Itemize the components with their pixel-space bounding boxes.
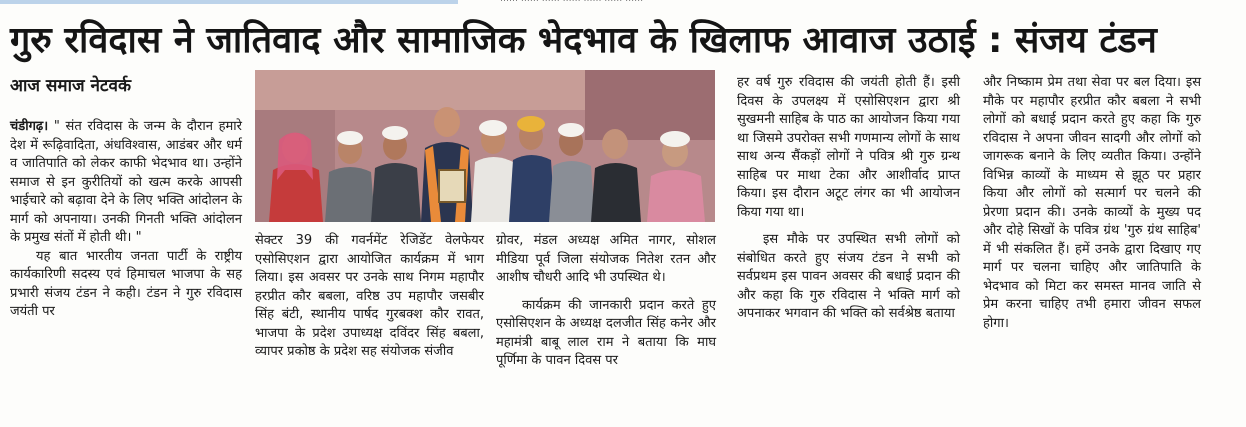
paragraph: और निष्काम प्रेम तथा सेवा पर बल दिया। इस मौके पर महापौर हरप्रीत कौर बबला ने सभी लोगों को बधाई प्रदान करते हुए कहा कि गुरु रविदास ने अपना जीवन सादगी और लोगों को जागरूक बनाने के लिए व्यतीत किया। उन्होंने विभिन्न काव्यों के माध्यम से झूठ पर प्रहार किया और लोगों को सत्मार्ग पर चलने की प्रेरणा प्रदान की। उनके काव्यों के मुख्य पद और दोहे सिखों के पवित्र ग्रंथ 'गुरु ग्रंथ साहिब' में भी संकलित हैं। हमें उनके द्वारा दिखाए गए मार्ग पर चलना चाहिए और जातिपाति के भेदभाव को मिटा कर समस्त मानव जाति से प्रेम करना चाहिए तभी हमारा जीवन सफल होगा। (983, 75, 1201, 331)
paragraph: सेक्टर 39 की गवर्नमेंट रेजिडेंट वेलफेयर एसोसिएशन द्वारा आयोजित कार्यक्रम में भाग लिया। इस अवसर पर उनके साथ निगम महापौर हरप्रीत कौर बबला, वरिष्ठ उप महापौर जसबीर सिंह बंटी, स्थानीय पार्षद गुरबक्श कौर रावत, भाजपा के प्रदेश उपाध्यक्ष दविंदर सिंह बबला, व्यापर प्रकोष्ठ के प्रदेश सह संयोजक संजीव (255, 233, 484, 359)
group-photo (255, 70, 715, 222)
headline: गुरु रविदास ने जातिवाद और सामाजिक भेदभाव के खिलाफ आवाज उठाई : संजय टंडन (10, 20, 1157, 61)
article-column-4 (737, 74, 960, 324)
article-column-1 (10, 118, 242, 322)
paragraph: ग्रोवर, मंडल अध्यक्ष अमित नागर, सोशल मीडिया पूर्व जिला संयोजक नितेश रतन और आशीष चौधरी आदि भी उपस्थित थे। (496, 233, 716, 285)
byline: आज समाज नेटवर्क (10, 76, 132, 96)
article-column-2 (255, 232, 484, 362)
paragraph: कार्यक्रम की जानकारी प्रदान करते हुए एसोसिएशन के अध्यक्ष दलजीत सिंह कनेर और महामंत्री बाबू लाल राम ने बताया कि माघ पूर्णिमा के पावन दिवस पर (496, 297, 716, 368)
previous-article-strip (0, 0, 1246, 8)
paragraph: हर वर्ष गुरु रविदास की जयंती होती हैं। इसी दिवस के उपलक्ष्य में एसोसिएशन द्वारा श्री सुखमनी साहिब के पाठ का आयोजन किया गया था जिसमे उपरोक्त सभी गणमान्य लोगों के साथ साथ अन्य सैंकड़ों लोगों ने पवित्र श्री गुरु ग्रन्थ साहिब पर माथा टेका और आशीर्वाद प्राप्त किया। इस दौरान अटूट लंगर का भी आयोजन किया गया था। (737, 75, 960, 220)
cut-off-text (500, 0, 643, 4)
paragraph-text: " संत रविदास के जन्म के दौरान हमारे देश में रूढ़िवादिता, अंधविश्वास, आडंबर और धर्म व जातिपाति को लेकर काफी भेदभाव था। उन्होंने समाज से इन कुरीतियों को खत्म करके आपसी भाईचारे को बढ़ावा देने के लिए भक्ति आंदोलन के मार्ग को अपनाया। उनकी गिनती भक्ति आंदोलन के प्रमुख संतों में होती थी। " (10, 119, 242, 245)
article-column-3 (496, 232, 716, 371)
paragraph: इस मौके पर उपस्थित सभी लोगों को संबोधित करते हुए संजय टंडन ने सभी को सर्वप्रथम इस पावन अवसर की बधाई प्रदान की और कहा कि गुरु रविदास ने भक्ति मार्ग को अपनाकर भगवान की भक्ति को सर्वश्रेष्ठ बताया (737, 232, 960, 321)
paragraph: यह बात भारतीय जनता पार्टी के राष्ट्रीय कार्यकारिणी सदस्य एवं हिमाचल भाजपा के सह प्रभारी संजय टंडन ने कही। टंडन ने गुरु रविदास जयंती पर (10, 248, 242, 319)
dateline: चंडीगढ़। (10, 119, 49, 134)
top-color-band (0, 0, 458, 4)
group-photo-icon (255, 70, 715, 222)
article-column-5 (983, 74, 1201, 333)
paragraph (10, 118, 242, 248)
